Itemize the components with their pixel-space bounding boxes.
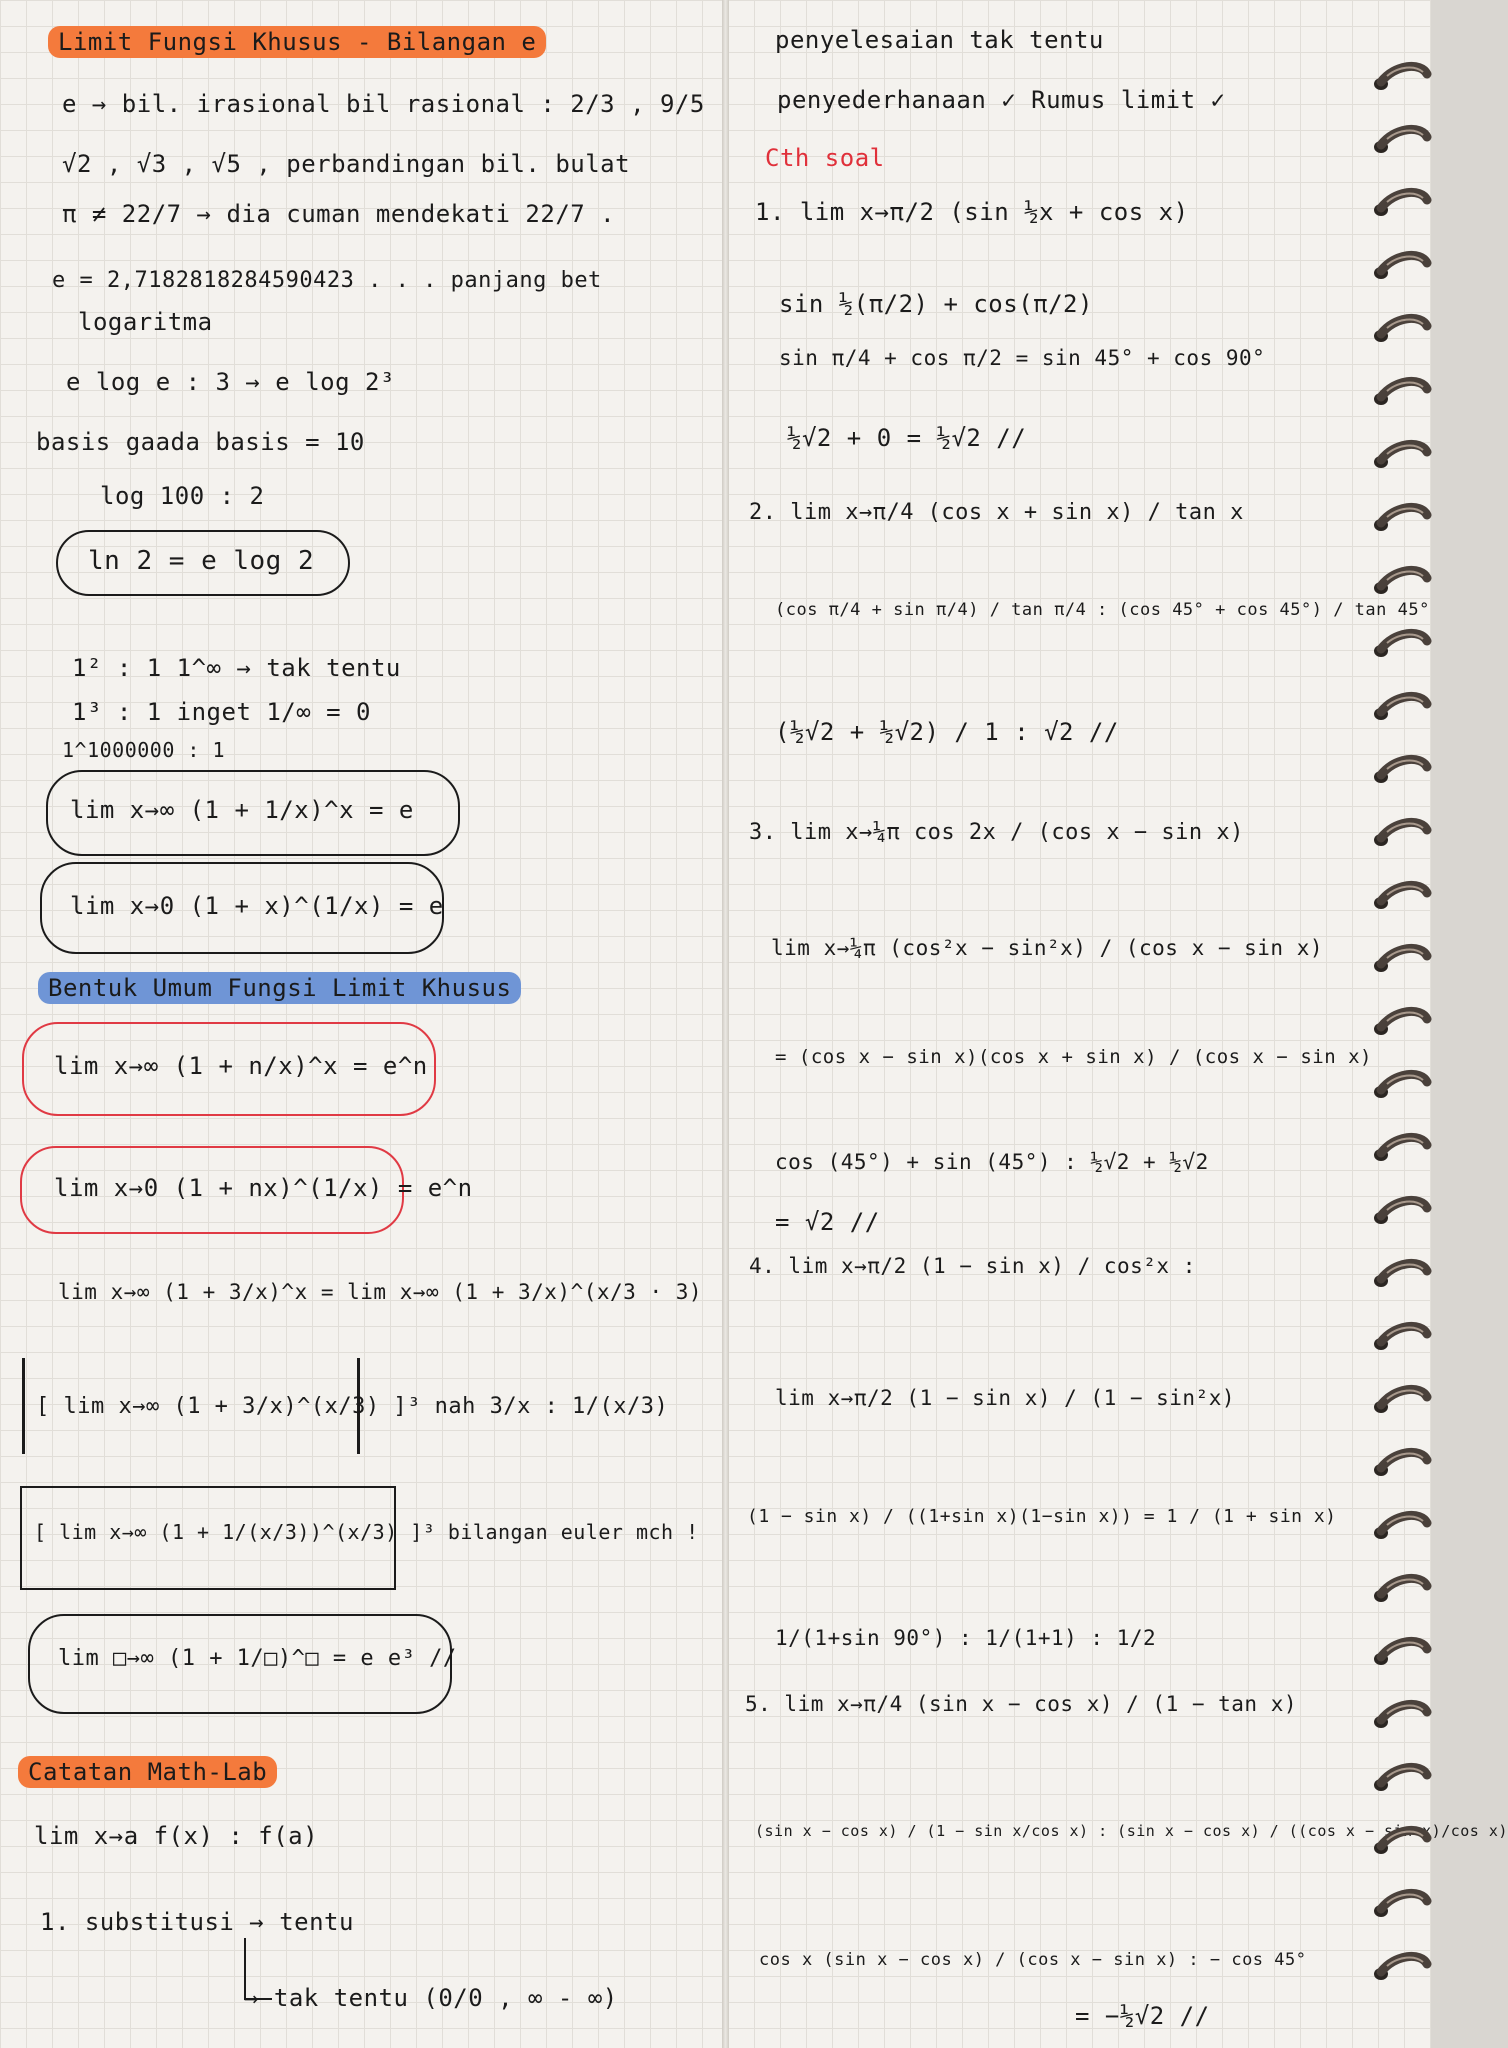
note-line: cos x (sin x − cos x) / (cos x − sin x) : − cos 45° xyxy=(759,1950,1307,1970)
note-line: logaritma xyxy=(78,308,213,336)
section-heading xyxy=(18,1756,277,1788)
note-line: (½√2 + ½√2) / 1 : √2 // xyxy=(775,718,1119,746)
note-line: e log e : 3 → e log 2³ xyxy=(66,368,395,396)
note-line: ln 2 = e log 2 xyxy=(88,546,315,576)
example-heading: Cth soal xyxy=(765,144,885,172)
note-line: ½√2 + 0 = ½√2 // xyxy=(787,424,1027,452)
note-line: e = 2,7182818284590423 . . . panjang bet xyxy=(52,268,602,293)
title-left xyxy=(48,26,546,58)
title-highlight: Limit Fungsi Khusus - Bilangan e xyxy=(48,26,546,58)
note-line: 1. substitusi → tentu xyxy=(40,1908,354,1936)
note-line: penyederhanaan ✓ Rumus limit ✓ xyxy=(777,86,1226,114)
note-line: cos (45°) + sin (45°) : ½√2 + ½√2 xyxy=(775,1150,1209,1174)
note-line: lim x→a f(x) : f(a) xyxy=(34,1822,319,1850)
note-line: lim x→∞ (1 + 1/x)^x = e xyxy=(70,796,414,824)
note-line: π ≠ 22/7 → dia cuman mendekati 22/7 . xyxy=(62,200,616,228)
note-line: lim x→∞ (1 + n/x)^x = e^n xyxy=(54,1052,428,1080)
note-line: 4. lim x→π/2 (1 − sin x) / cos²x : xyxy=(749,1254,1196,1278)
note-line: lim x→π/2 (1 − sin x) / (1 − sin²x) xyxy=(775,1386,1236,1410)
note-line: e → bil. irasional bil rasional : 2/3 , 9/5 xyxy=(62,90,705,118)
note-line: [ lim x→∞ (1 + 3/x)^(x/3) ]³ nah 3/x : 1/(x/3) xyxy=(36,1394,669,1419)
note-line: = (cos x − sin x)(cos x + sin x) / (cos x − sin x) xyxy=(775,1046,1372,1068)
page-divider xyxy=(722,0,729,2048)
section-highlight: Bentuk Umum Fungsi Limit Khusus xyxy=(38,972,521,1004)
note-line: lim x→0 (1 + x)^(1/x) = e xyxy=(70,892,444,920)
note-line: 1² : 1 1^∞ → tak tentu xyxy=(72,654,401,682)
note-line: = −½√2 // xyxy=(1075,2002,1210,2030)
note-line: basis gaada basis = 10 xyxy=(36,428,365,456)
section-heading xyxy=(38,972,521,1004)
note-line: √2 , √3 , √5 , perbandingan bil. bulat xyxy=(62,150,631,178)
note-line: penyelesaian tak tentu xyxy=(775,26,1104,54)
note-line: 3. lim x→¼π cos 2x / (cos x − sin x) xyxy=(749,820,1244,845)
note-line: 1³ : 1 inget 1/∞ = 0 xyxy=(72,698,371,726)
spiral-binding xyxy=(1365,0,1431,2048)
note-line: 1/(1+sin 90°) : 1/(1+1) : 1/2 xyxy=(775,1626,1157,1650)
note-line: [ lim x→∞ (1 + 1/(x/3))^(x/3) ]³ bilangan euler mch ! xyxy=(34,1520,699,1544)
note-line: → tak tentu (0/0 , ∞ - ∞) xyxy=(244,1984,618,2012)
note-line: lim x→0 (1 + nx)^(1/x) = e^n xyxy=(54,1174,473,1202)
note-line: (sin x − cos x) / (1 − sin x/cos x) : (sin x − cos x) / ((cos x − sin x)/cos x) xyxy=(755,1822,1508,1840)
note-line: (cos π/4 + sin π/4) / tan π/4 : (cos 45° + cos 45°) / tan 45° xyxy=(775,600,1430,620)
note-line: log 100 : 2 xyxy=(100,482,265,510)
note-line: 5. lim x→π/4 (sin x − cos x) / (1 − tan x) xyxy=(745,1692,1298,1716)
section-highlight: Catatan Math-Lab xyxy=(18,1756,277,1788)
branch-arrow xyxy=(244,1938,272,2000)
note-line: = √2 // xyxy=(775,1208,880,1236)
note-line: 1^1000000 : 1 xyxy=(62,738,226,762)
note-line: 2. lim x→π/4 (cos x + sin x) / tan x xyxy=(749,500,1244,525)
note-line: lim x→∞ (1 + 3/x)^x = lim x→∞ (1 + 3/x)^(x/3 · 3) xyxy=(58,1280,703,1304)
note-line: lim □→∞ (1 + 1/□)^□ = e e³ // xyxy=(58,1646,457,1671)
note-line: lim x→¼π (cos²x − sin²x) / (cos x − sin x) xyxy=(771,936,1324,960)
note-line: sin ½(π/2) + cos(π/2) xyxy=(779,290,1093,318)
note-line: sin π/4 + cos π/2 = sin 45° + cos 90° xyxy=(779,346,1266,370)
note-line: (1 − sin x) / ((1+sin x)(1−sin x)) = 1 / (1 + sin x) xyxy=(747,1506,1337,1527)
note-line: 1. lim x→π/2 (sin ½x + cos x) xyxy=(755,198,1189,226)
